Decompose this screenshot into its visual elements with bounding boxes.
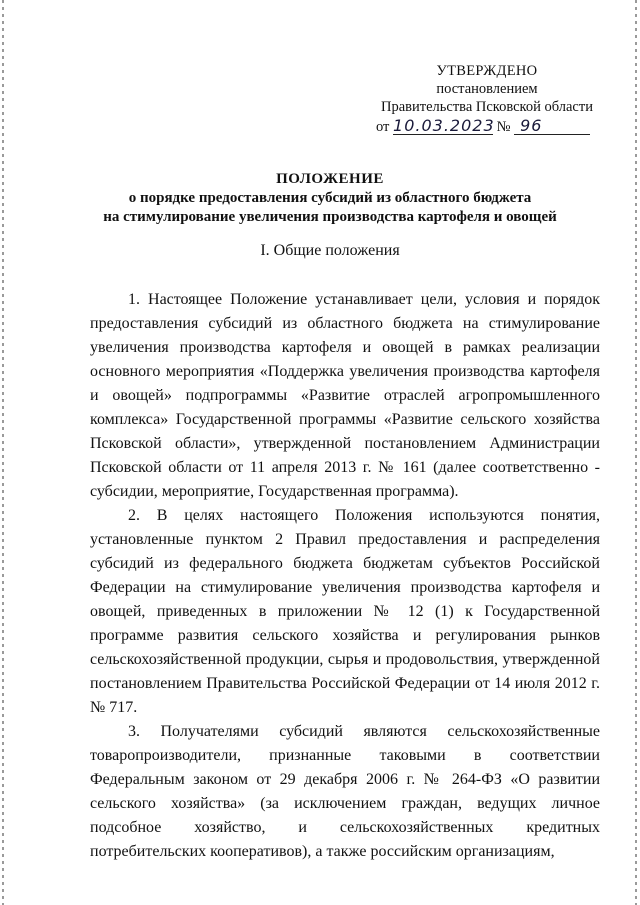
approval-from-label: от <box>376 119 390 135</box>
approval-heading: УТВЕРЖДЕНО <box>436 63 538 79</box>
section-title: I. Общие положения <box>260 242 400 259</box>
approval-line-2: Правительства Псковской области <box>381 99 593 115</box>
paragraph-2: 2. В целях настоящего Положения используются понятия, установленные пунктом 2 Правил предоставления и распределения субсидий из федерального бюджета бюджетам субъектов Российской Федерации на стимулирование увеличения производства картофеля и овощей, приведенных в приложении № 12 (1) к Государственной программе развития сельского хозяйства и регулирования рынков сельскохозяйственной продукции, сырья и продовольствия, утвержденной постановлением Правительства Российской Федерации от 14 июля 2012 г. № 717. <box>90 507 600 716</box>
title-sub-2: на стимулирование увеличения производства картофеля и овощей <box>103 209 557 225</box>
scan-edge-left <box>2 0 4 905</box>
approval-date-number-line <box>372 118 602 136</box>
scan-edge-right <box>635 0 637 905</box>
approval-stamp-block <box>372 62 602 136</box>
paragraph-3: 3. Получателями субсидий являются сельскохозяйственные товаропроизводители, признанные таковыми в соответствии Федеральным законом от 29 декабря 2006 г. № 264-ФЗ «О развитии сельского хозяйства» (за исключением граждан, ведущих личное подсобное хозяйство, и сельскохозяйственных кредитных потребительских кооперативов), а также российским организациям, <box>90 723 600 860</box>
approval-number-label: № <box>496 119 511 135</box>
document-title <box>60 170 600 227</box>
paragraph-1: 1. Настоящее Положение устанавливает цели, условия и порядок предоставления субсидий из областного бюджета на стимулирование увеличения производства картофеля и овощей в рамках реализации основного мероприятия «Поддержка увеличения производства картофеля и овощей» подпрограммы «Развитие отраслей агропромышленного комплекса» Государственной программы «Развитие сельского хозяйства Псковской области», утвержденной постановлением Администрации Псковской области от 11 апреля 2013 г. № 161 (далее соответственно - субсидии, мероприятие, Государственная программа). <box>90 291 600 500</box>
title-sub-1: о порядке предоставления субсидий из областного бюджета <box>128 190 532 206</box>
handwritten-number: 96 <box>514 118 590 135</box>
title-main: ПОЛОЖЕНИЕ <box>276 171 384 187</box>
document-body <box>90 288 600 864</box>
handwritten-date: 10.03.2023 <box>393 116 495 135</box>
approval-line-1: постановлением <box>436 81 538 97</box>
